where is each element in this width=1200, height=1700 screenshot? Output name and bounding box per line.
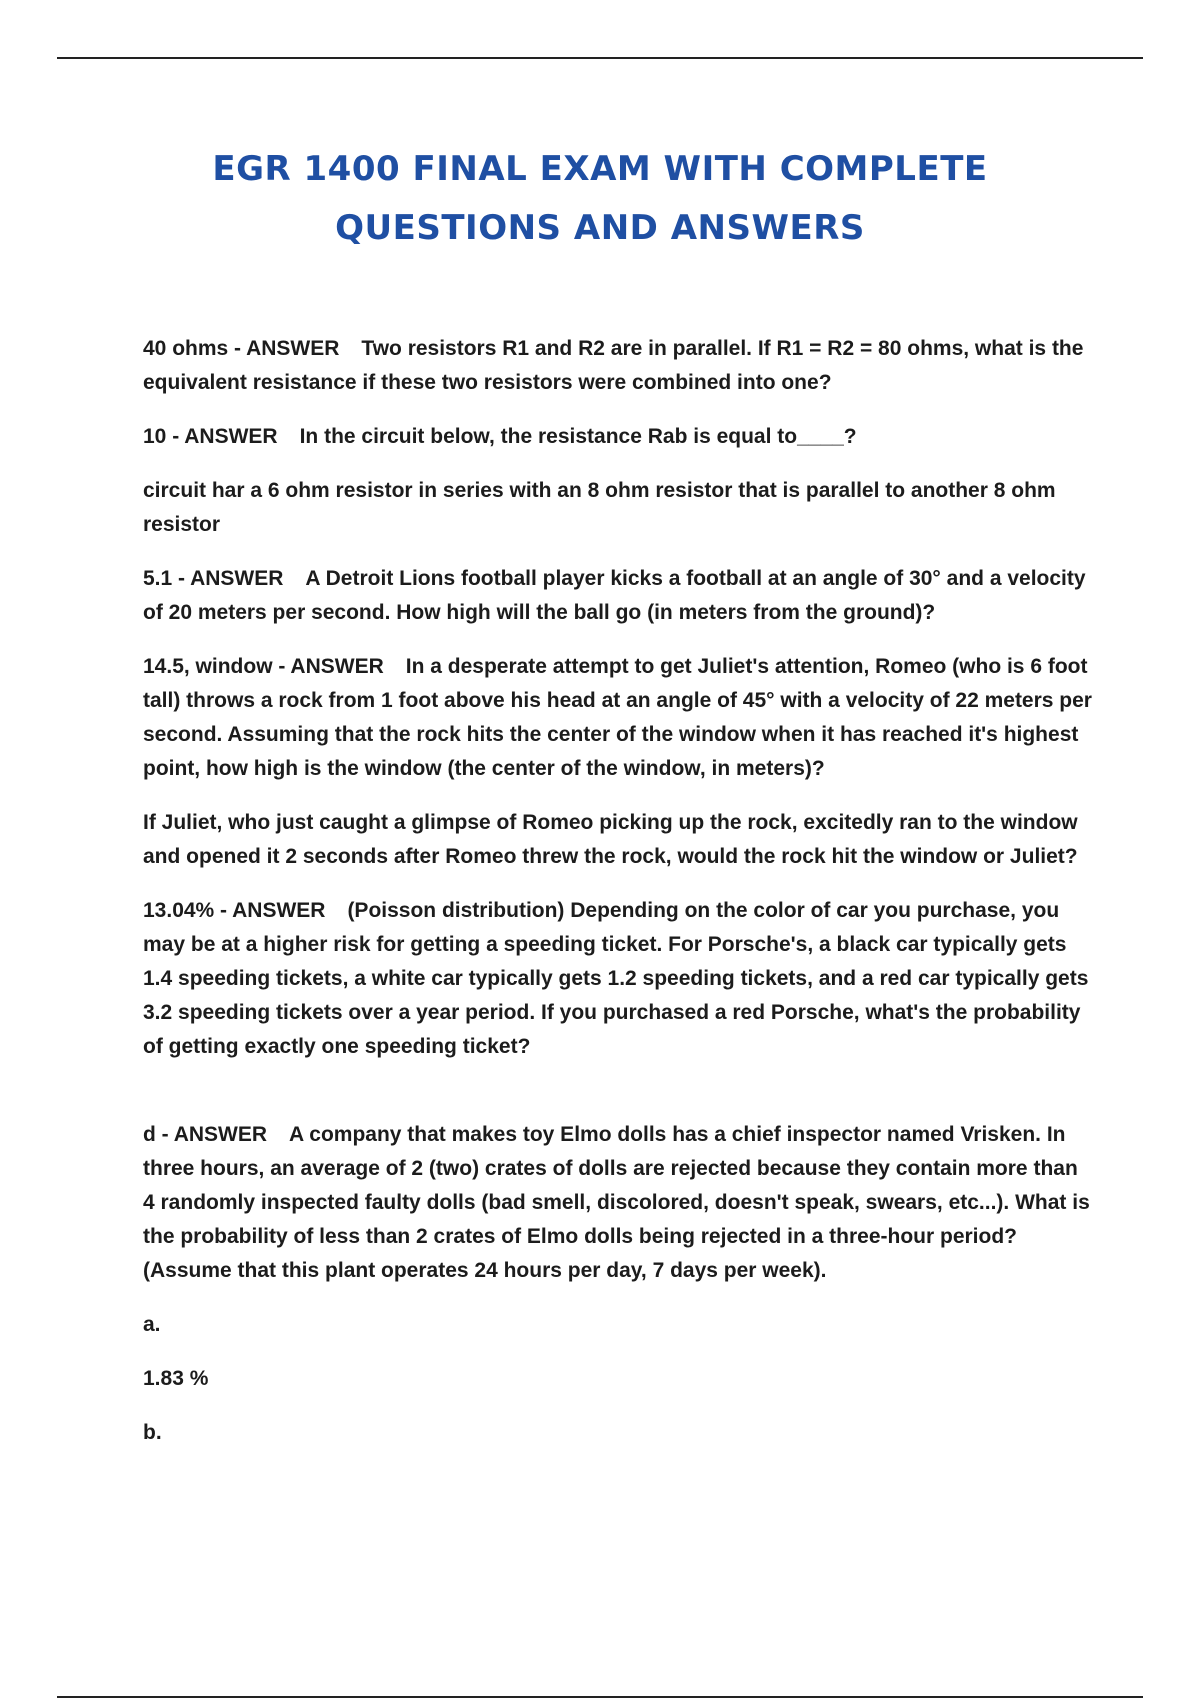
question-text: In the circuit below, the resistance Rab is equal to____? xyxy=(299,425,857,448)
answer-label: 10 - ANSWER xyxy=(143,425,278,448)
question-text: A Detroit Lions football player kicks a football at an angle of 30° and a velocity of 20 meters per second. How high will the ball go (in meters from the ground)? xyxy=(143,567,1086,624)
answer-label: 5.1 - ANSWER xyxy=(143,567,284,590)
answer-label: 40 ohms - ANSWER xyxy=(143,337,340,360)
answer-label: 13.04% - ANSWER xyxy=(143,899,326,922)
top-rule xyxy=(57,57,1143,59)
question-text: Two resistors R1 and R2 are in parallel. If R1 = R2 = 80 ohms, what is the equivalent resistance if these two resistors were combined into one? xyxy=(143,337,1084,394)
question-text: (Poisson distribution) Depending on the color of car you purchase, you may be at a higher risk for getting a speeding ticket. For Porsche's, a black car typically gets 1.4 speeding tickets, a white car typically gets 1.2 speeding tickets, and a red car typically gets 3.2 speeding tickets over a year period. If you purchased a red Porsche, what's the probability of getting exactly one speeding ticket? xyxy=(143,899,1089,1058)
answer-label: 14.5, window - ANSWER xyxy=(143,655,384,678)
qa-item-6 xyxy=(143,1118,1093,1288)
question-text: A company that makes toy Elmo dolls has a chief inspector named Vrisken. In three hours, an average of 2 (two) crates of dolls are rejected because they contain more than 4 randomly inspected faulty dolls (bad smell, discolored, doesn't speak, swears, etc...). What is the probability of less than 2 crates of Elmo dolls being rejected in a three-hour period? (Assume that this plant operates 24 hours per day, 7 days per week). xyxy=(143,1123,1090,1282)
option-a-label: a. xyxy=(143,1313,161,1336)
qa-note-circuit: circuit har a 6 ohm resistor in series with an 8 ohm resistor that is parallel to another 8 ohm resistor xyxy=(143,479,1056,536)
qa-item-4 xyxy=(143,650,1093,786)
qa-item-2 xyxy=(143,420,1093,454)
page-title xyxy=(100,140,1100,258)
qa-item-1 xyxy=(143,332,1093,400)
title-line-1: EGR 1400 FINAL EXAM WITH COMPLETE xyxy=(212,149,988,189)
answer-label: d - ANSWER xyxy=(143,1123,268,1146)
qa-item-3 xyxy=(143,562,1093,630)
qa-content xyxy=(143,332,1093,1470)
option-b-label: b. xyxy=(143,1421,162,1444)
bottom-rule xyxy=(57,1696,1143,1698)
title-line-2: QUESTIONS AND ANSWERS xyxy=(335,208,865,248)
qa-item-5 xyxy=(143,894,1093,1064)
question-text: In a desperate attempt to get Juliet's attention, Romeo (who is 6 foot tall) throws a rock from 1 foot above his head at an angle of 45° with a velocity of 22 meters per second. Assuming that the rock hits the center of the window when it has reached it's highest point, how high is the window (the center of the window, in meters)? xyxy=(143,655,1092,780)
qa-note-juliet: If Juliet, who just caught a glimpse of Romeo picking up the rock, excitedly ran to the window and opened it 2 seconds after Romeo threw the rock, would the rock hit the window or Juliet? xyxy=(143,811,1078,868)
option-a-value: 1.83 % xyxy=(143,1367,209,1390)
